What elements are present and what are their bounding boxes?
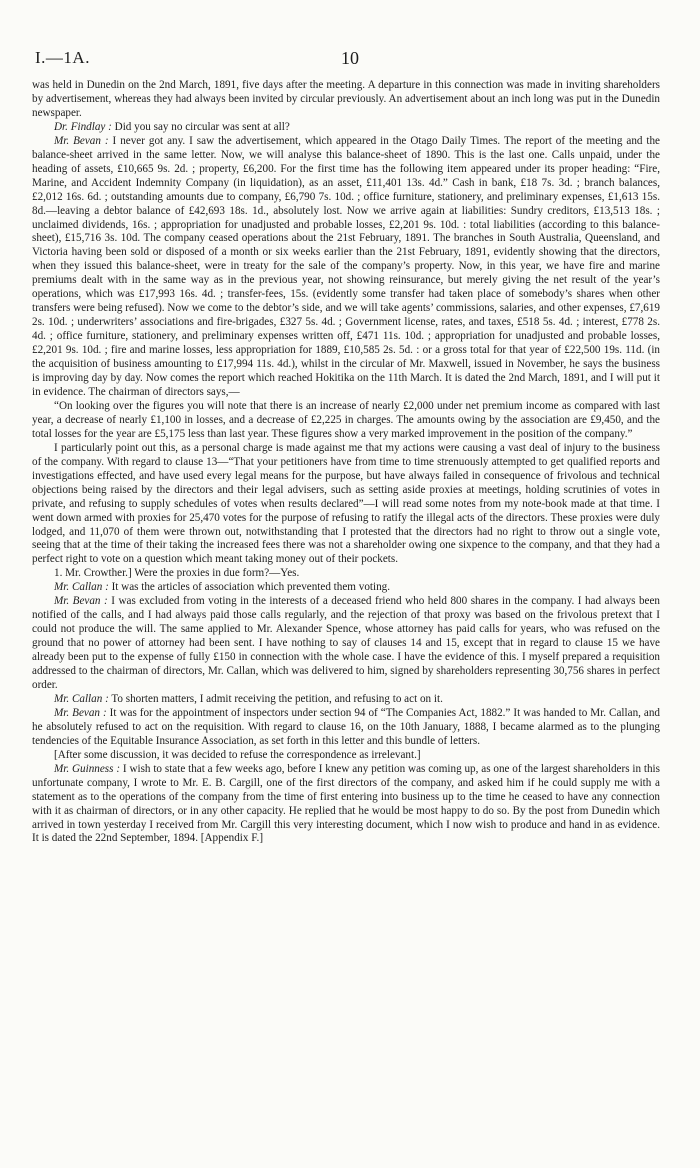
paragraph-text: [After some discussion, it was decided to refuse the correspondence as irrelevant.]	[54, 748, 421, 761]
paragraph	[32, 567, 660, 581]
speaker-name: Mr. Bevan :	[54, 595, 108, 608]
paragraph-text: I particularly point out this, as a personal charge is made against me that my actions were causing a vast deal of injury to the business of the company. With regard to clause 13—“That your petitioners have from time to time strenuously attempted to get qualified reports and investigations effected, and have used every legal means for the purpose, but have always failed in consequence of frivolous and technical objections being raised by the directors and their legal advisers, such as setting aside proxies at meetings, holding scrutinies of votes in private, and refusing to supply schedules of votes when results declared”—I will read some notes from my note-book made at that time. I went down armed with proxies for 25,470 votes for the purpose of refusing to ratify the illegal acts of the directors. These proxies were duly lodged, and 11,070 of them were thrown out, notwithstanding that I protested that the directors had no right to throw out a single vote, seeing that at the time of their taking the increased fees there was not a shareholder owing one sixpence to the company, and that they had a perfect right to vote on a question which meant taking money out of their pockets.	[32, 441, 660, 566]
speaker-name: Dr. Findlay :	[54, 120, 112, 133]
paragraph	[32, 693, 660, 707]
speaker-name: Mr. Callan :	[54, 581, 109, 594]
paragraph-text: I never got any. I saw the advertisement, which appeared in the Otago Daily Times. The report of the meeting and the balance-sheet arrived in the same letter. Now, we will analyse this balance-sheet of 1890. This is the last one. Calls unpaid, under the heading of assets, £10,665 9s. 2d. ; property, £6,200. For the first time has the following item appeared under its proper heading: “Fire, Marine, and Accident Indemnity Company (in liquidation), as an asset, £11,401 13s. 4d.” Cash in bank, £18 7s. 3d. ; branch balances, £2,012 16s. 6d. ; outstanding amounts due to company, £6,790 7s. 10d. ; office furniture, stationery, and preliminary expenses, £1,613 15s. 8d.—leaving a debtor balance of £42,693 18s. 1d., absolutely lost. Now we arrive again at liabilities: Sundry creditors, £13,513 18s. ; unclaimed dividends, 16s. ; appropriation for unadjusted and probable losses, £2,201 9s. 10d. : total liabilities (according to this balance-sheet), £15,716 3s. 10d. The company ceased operations about the 21st February, 1891. The branches in South Australia, Queensland, and Victoria having been sold or disposed of a month or six weeks earlier than the 21st February, 1891, evidently showing that the directors, when they issued this balance-sheet, were in treaty for the sale of the company’s property. Now, in this year, we have fire and marine premiums dealt with in the same way as in the previous year, not showing reinsurance, but merely giving the net result of the year’s operations, which was £17,993 16s. 4d. ; transfer-fees, 15s. (evidently some transfer had taken place of somebody’s shares when other transfers were being refused). Now we come to the debtor’s side, and we will take agents’ commissions, salaries, and other expenses, £7,619 2s. 10d. ; underwriters’ associations and fire-brigades, £327 5s. 4d. ; Government license, rates, and taxes, £518 5s. 4d. ; interest, £778 2s. 4d. ; office furniture, stationery, and preliminary expenses written off, £471 11s. 10d. ; appropriation for unadjusted and probable losses, £2,201 9s. 10d. ; fire and marine losses, less appropriation for 1889, £10,585 2s. 5d. : or a gross total for that year of £22,500 19s. 11d. (in the acquisition of business amounting to £17,994 11s. 4d.), whilst in the circular of Mr. Maxwell, issued in November, he says the business is improving day by day. Now comes the report which reached Hokitika on the 11th March. It is dated the 2nd March, 1891, and I will put it in evidence. The chairman of directors says,—	[32, 134, 661, 398]
paragraph	[32, 581, 660, 595]
page-number: 10	[341, 48, 359, 68]
paragraph	[32, 442, 660, 568]
page-header	[0, 48, 700, 72]
paragraph	[32, 400, 660, 442]
speaker-name: Mr. Bevan :	[54, 134, 109, 147]
speaker-name: Mr. Callan :	[54, 692, 109, 705]
paragraph-text: 1. Mr. Crowther.] Were the proxies in due form?—Yes.	[54, 567, 300, 580]
document-reference: I.—1A.	[35, 48, 90, 67]
paragraph-text: was held in Dunedin on the 2nd March, 1891, five days after the meeting. A departure in this connection was made in inviting shareholders by advertisement, whereas they had always been invited by circular previously. An advertisement about an inch long was put in the Dunedin newspaper.	[32, 79, 660, 119]
paragraph-text: I was excluded from voting in the interests of a deceased friend who held 800 shares in the company. I had always been notified of the calls, and I had always paid those calls regularly, and the rejection of that proxy was based on the frivolous pretext that I could not produce the will. The same applied to Mr. Alexander Spence, whose attorney has paid calls for years, who was refused on the ground that no power of attorney had been sent. I have nothing to say of clauses 14 and 15, except that in regard to clause 15 we have already been put to the expense of fully £150 in connection with the whole case. I have the evidence of this. I myself prepared a requisition addressed to the chairman of directors, Mr. Callan, which was delivered to him, signed by shareholders representing 30,756 shares in perfect order.	[32, 595, 661, 691]
paragraph-text: It was the articles of association which prevented them voting.	[108, 581, 391, 594]
paragraph	[32, 135, 660, 400]
paragraph	[32, 79, 660, 121]
paragraph-text: “On looking over the figures you will note that there is an increase of nearly £2,000 under net premium income as compared with last year, a decrease of nearly £1,100 in losses, and a decrease of £2,225 in charges. The amounts owing by the association are £9,450, and the total losses for the year are £5,175 less than last year. These figures show a very marked improvement in the position of the company.”	[32, 399, 660, 440]
paragraph	[32, 749, 660, 763]
paragraph	[32, 763, 660, 847]
document-body	[32, 79, 660, 846]
speaker-name: Mr. Bevan :	[54, 706, 107, 719]
speaker-name: Mr. Guinness :	[54, 762, 121, 775]
paragraph	[32, 707, 660, 749]
paragraph	[32, 121, 660, 135]
paragraph-text: I wish to state that a few weeks ago, before I knew any petition was coming up, as one of the largest shareholders in this unfortunate company, I wrote to Mr. E. B. Cargill, one of the first directors of the company, and asked him if he could supply me with a statement as to the operations of the company from the time of first entering into business up to the time he ceased to have any connection with it as chairman of directors, or in any other capacity. He replied that he would be most happy to do so. By the post from Dunedin which arrived in town yesterday I received from Mr. Cargill this very interesting document, which I now wish to produce and hand in as evidence. It is dated the 22nd September, 1894. [Appendix F.]	[32, 762, 660, 845]
paragraph-text: It was for the appointment of inspectors under section 94 of “The Companies Act, 1882.” It was handed to Mr. Callan, and he absolutely refused to act on the requisition. With regard to clause 16, on the 10th January, 1888, I became alarmed as to the plunging tendencies of the Equitable Insurance Association, as set forth in this letter and this bundle of letters.	[32, 706, 660, 747]
paragraph-text: Did you say no circular was sent at all?	[111, 120, 290, 133]
paragraph-text: To shorten matters, I admit receiving the petition, and refusing to act on it.	[108, 692, 443, 705]
paragraph	[32, 595, 660, 693]
